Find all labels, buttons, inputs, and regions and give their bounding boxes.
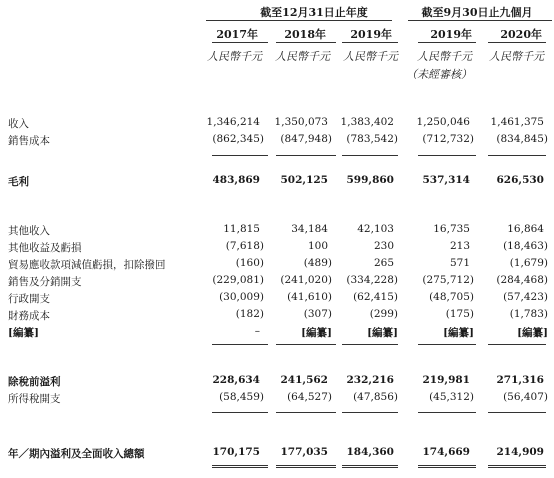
col-header-2020-9m: 2020年 (500, 28, 542, 41)
cell-administrative-2019: (62,415) (353, 291, 398, 303)
cell-selling-distribution-2019: (334,228) (346, 274, 398, 286)
rule-2017-c (212, 412, 268, 413)
cell-cost-of-sales-2019: (783,542) (346, 133, 398, 145)
cell-profit-before-tax-2018: 241,562 (280, 374, 328, 386)
cell-redacted-2019-9m: [編纂] (443, 327, 474, 339)
cell-income-tax-2018: (64,527) (287, 391, 332, 403)
double-rule-2019 (342, 465, 398, 468)
cell-total-2019: 184,360 (346, 446, 394, 458)
rule-2019-9m-b (418, 344, 476, 345)
rule-2018-b (276, 344, 336, 345)
cell-administrative-2017: (30,009) (219, 291, 264, 303)
cell-cost-of-sales-2018: (847,948) (280, 133, 332, 145)
col-header-2018: 2018年 (284, 28, 326, 41)
cell-impairment-2018: (489) (303, 257, 332, 269)
rule-2019-b (342, 344, 398, 345)
cell-revenue-2020-9m: 1,461,375 (490, 116, 544, 128)
unit-2017: 人民幣千元 (207, 50, 262, 63)
row-label-administrative: 行政開支 (8, 293, 50, 305)
cell-gross-profit-2019: 599,860 (346, 174, 394, 186)
rule-2019 (342, 155, 398, 156)
cell-total-2017: 170,175 (212, 446, 260, 458)
cell-administrative-2020-9m: (57,423) (503, 291, 548, 303)
cell-income-tax-2017: (58,459) (219, 391, 264, 403)
row-label-selling-distribution: 銷售及分銷開支 (8, 276, 82, 288)
cell-income-tax-2019-9m: (45,312) (429, 391, 474, 403)
cell-other-gains-losses-2017: (7,618) (225, 240, 264, 252)
unit-2018: 人民幣千元 (275, 50, 330, 63)
row-label-gross-profit: 毛利 (8, 176, 29, 188)
rule-2020-9m-c (488, 412, 546, 413)
cell-administrative-2018: (41,610) (287, 291, 332, 303)
row-label-cost-of-sales: 銷售成本 (8, 135, 50, 147)
cell-other-gains-losses-2019: 230 (373, 240, 394, 252)
cell-profit-before-tax-2019: 232,216 (346, 374, 394, 386)
unit-2019-9m: 人民幣千元 (417, 50, 472, 63)
unaudited-note: （未經審核） (406, 68, 472, 81)
cell-income-tax-2020-9m: (56,407) (503, 391, 548, 403)
cell-revenue-2017: 1,346,214 (206, 116, 260, 128)
cell-other-income-2018: 34,184 (291, 223, 328, 235)
unit-2020-9m: 人民幣千元 (489, 50, 544, 63)
cell-profit-before-tax-2020-9m: 271,316 (496, 374, 544, 386)
cell-selling-distribution-2018: (241,020) (280, 274, 332, 286)
cell-other-gains-losses-2019-9m: 213 (449, 240, 470, 252)
cell-redacted-2020-9m: [編纂] (517, 327, 548, 339)
cell-cost-of-sales-2017: (862,345) (212, 133, 264, 145)
cell-total-2018: 177,035 (280, 446, 328, 458)
col-rule-2018 (276, 42, 336, 43)
cell-revenue-2018: 1,350,073 (274, 116, 328, 128)
row-label-other-gains-losses: 其他收益及虧損 (8, 242, 82, 254)
cell-revenue-2019: 1,383,402 (340, 116, 394, 128)
row-label-other-income: 其他收入 (8, 225, 50, 237)
double-rule-2018 (276, 465, 336, 468)
cell-profit-before-tax-2019-9m: 219,981 (422, 374, 470, 386)
col-rule-2019-9m (418, 42, 476, 43)
rule-2019-c (342, 412, 398, 413)
cell-impairment-2020-9m: (1,679) (509, 257, 548, 269)
rule-2019-9m (418, 155, 476, 156)
row-label-redacted: [編纂] (8, 327, 39, 339)
cell-revenue-2019-9m: 1,250,046 (416, 116, 470, 128)
col-rule-2020-9m (488, 42, 546, 43)
cell-impairment-2019: 265 (373, 257, 394, 269)
cell-other-income-2019: 42,103 (357, 223, 394, 235)
cell-other-gains-losses-2020-9m: (18,463) (503, 240, 548, 252)
cell-gross-profit-2019-9m: 537,314 (422, 174, 470, 186)
col-header-2019: 2019年 (350, 28, 392, 41)
cell-impairment-2019-9m: 571 (449, 257, 470, 269)
cell-total-2019-9m: 174,669 (422, 446, 470, 458)
cell-finance-costs-2020-9m: (1,783) (509, 308, 548, 320)
cell-other-income-2020-9m: 16,864 (507, 223, 544, 235)
row-label-profit-before-tax: 除稅前溢利 (8, 376, 61, 388)
cell-income-tax-2019: (47,856) (353, 391, 398, 403)
cell-finance-costs-2017: (182) (235, 308, 264, 320)
cell-profit-before-tax-2017: 228,634 (212, 374, 260, 386)
rule-2020-9m-b (488, 344, 546, 345)
cell-cost-of-sales-2019-9m: (712,732) (422, 133, 474, 145)
row-label-revenue: 收入 (8, 118, 29, 130)
rule-2018 (276, 155, 336, 156)
double-rule-2017 (212, 465, 268, 468)
cell-finance-costs-2018: (307) (303, 308, 332, 320)
row-label-income-tax: 所得稅開支 (8, 393, 61, 405)
row-label-impairment: 貿易應收款項減值虧損，扣除撥回 (8, 259, 166, 271)
cell-redacted-2017: – (254, 325, 260, 337)
cell-finance-costs-2019: (299) (369, 308, 398, 320)
double-rule-2020-9m (488, 465, 546, 468)
unit-2019: 人民幣千元 (343, 50, 398, 63)
cell-impairment-2017: (160) (235, 257, 264, 269)
col-rule-2019 (342, 42, 398, 43)
rule-2017-b (212, 344, 268, 345)
cell-other-income-2019-9m: 16,735 (433, 223, 470, 235)
cell-finance-costs-2019-9m: (175) (445, 308, 474, 320)
year-ended-group-rule (206, 20, 392, 21)
cell-redacted-2019: [編纂] (367, 327, 398, 339)
year-ended-group-header: 截至12月31日止年度 (260, 6, 368, 19)
rule-2020-9m (488, 155, 546, 156)
row-label-total-comprehensive-income: 年／期內溢利及全面收入總額 (8, 448, 145, 460)
cell-total-2020-9m: 214,909 (496, 446, 544, 458)
nine-months-group-rule (408, 20, 552, 21)
col-rule-2017 (212, 42, 268, 43)
cell-selling-distribution-2017: (229,081) (212, 274, 264, 286)
row-label-finance-costs: 財務成本 (8, 310, 50, 322)
cell-redacted-2018: [編纂] (301, 327, 332, 339)
col-header-2017: 2017年 (216, 28, 258, 41)
cell-gross-profit-2020-9m: 626,530 (496, 174, 544, 186)
rule-2019-9m-c (418, 412, 476, 413)
rule-2018-c (276, 412, 336, 413)
cell-other-gains-losses-2018: 100 (307, 240, 328, 252)
cell-other-income-2017: 11,815 (223, 223, 260, 235)
nine-months-group-header: 截至9月30日止九個月 (421, 6, 533, 19)
rule-2017 (212, 155, 268, 156)
cell-selling-distribution-2020-9m: (284,468) (496, 274, 548, 286)
cell-administrative-2019-9m: (48,705) (429, 291, 474, 303)
cell-gross-profit-2018: 502,125 (280, 174, 328, 186)
cell-gross-profit-2017: 483,869 (212, 174, 260, 186)
double-rule-2019-9m (418, 465, 476, 468)
cell-cost-of-sales-2020-9m: (834,845) (496, 133, 548, 145)
col-header-2019-9m: 2019年 (430, 28, 472, 41)
cell-selling-distribution-2019-9m: (275,712) (422, 274, 474, 286)
